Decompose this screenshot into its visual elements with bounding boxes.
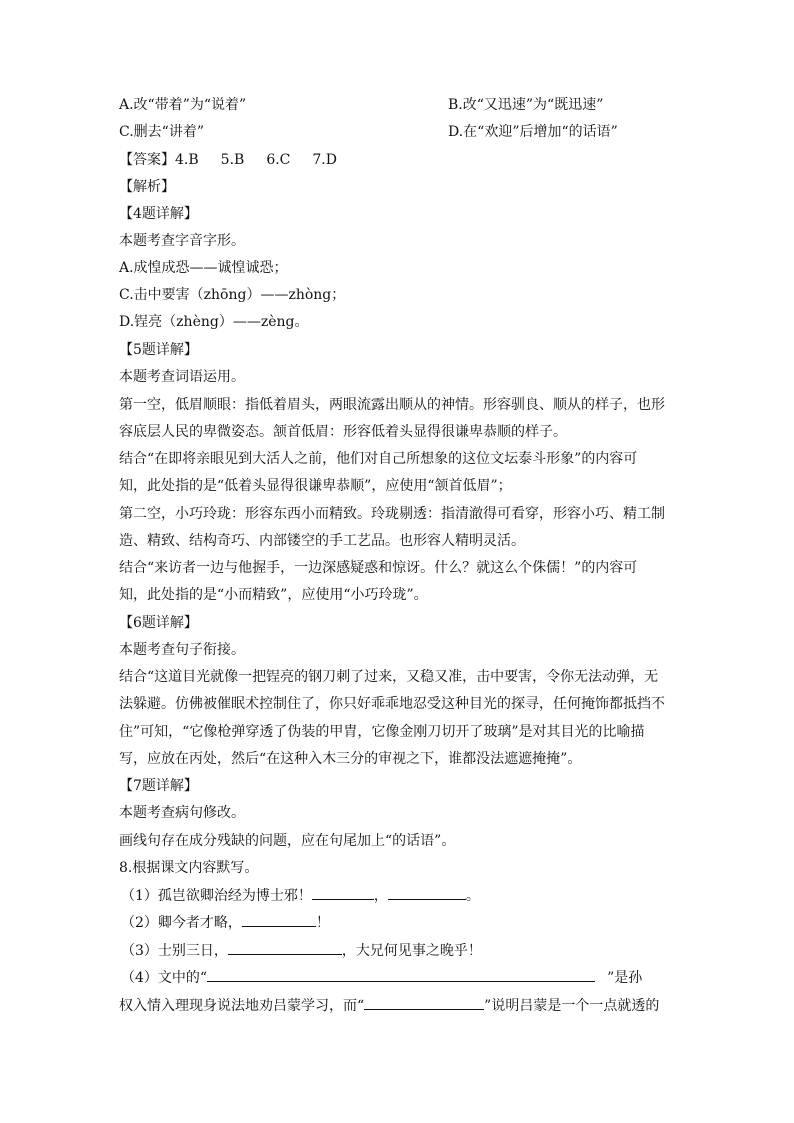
q5-line: 第一空，低眉顺眼：指低着眉头，两眼流露出顺从的神情。形容驯良、顺从的样子，也形 [119, 397, 665, 413]
answer-line [119, 150, 359, 170]
item-end: 。 [465, 888, 480, 904]
fill-blank[interactable] [388, 885, 466, 900]
item-number: （4） [121, 970, 158, 986]
item-text: 卿今者才略， [157, 915, 242, 931]
item-number: （1） [121, 888, 158, 904]
item-text: 士别三日， [157, 943, 228, 959]
q6-line: 住”可知，“它像枪弹穿透了伪装的甲胄，它像金刚刀切开了玻璃”是对其目光的比喻描 [119, 724, 645, 740]
answer-label: 【答案】 [119, 152, 175, 168]
answer-item: 6.C [266, 152, 291, 168]
q4-line: A.成惶成恐——诚惶诚恐； [119, 260, 288, 276]
q7-line: 画线句存在成分残缺的问题，应在句尾加上“的话语”。 [119, 833, 456, 849]
q5-heading: 【5题详解】 [119, 342, 198, 358]
answer-item: 4.B [175, 152, 199, 168]
item-end: ，大兄何见事之晚乎！ [341, 943, 482, 959]
item-number: （2） [121, 915, 158, 931]
q6-line: 法躲避。仿佛被催眠术控制住了，你只好乖乖地忍受这种目光的探寻，任何掩饰都抵挡不 [119, 696, 665, 712]
fill-blank[interactable] [242, 912, 316, 927]
q4-line: C.击中要害（zhōng）——zhòng； [119, 287, 346, 303]
option-d: D.在“欢迎”后增加“的话语” [448, 124, 618, 140]
q5-line: 容底层人民的卑微姿态。颔首低眉：形容低着头显得很谦卑恭顺的样子。 [119, 424, 567, 440]
q4-line: 本题考查字音字形。 [119, 233, 245, 249]
q8-item-1 [121, 885, 480, 906]
q5-line: 结合“来访者一边与他握手，一边深感疑惑和惊讶。什么？就这么个侏儒！”的内容可 [119, 560, 638, 576]
item-number: （3） [121, 943, 158, 959]
option-b: B.改“又迅速”为“既迅速” [448, 97, 604, 113]
q6-line: 结合“这道目光就像一把锃亮的钢刀刺了过来，又稳又准，击中要害，令你无法动弹，无 [119, 669, 659, 685]
q8-item-4-continued [119, 995, 659, 1016]
q5-line: 知，此处指的是“小而精致”，应使用“小巧玲珑”。 [119, 587, 428, 603]
q6-line: 本题考查句子衔接。 [119, 642, 245, 658]
analysis-label: 【解析】 [119, 179, 175, 195]
option-c: C.删去“讲着” [119, 124, 204, 140]
item-pre: 文中的“ [157, 970, 208, 986]
q5-line: 第二空，小巧玲珑：形容东西小而精致。玲珑剔透：指清澈得可看穿，形容小巧、精工制 [119, 506, 665, 522]
answer-item: 7.D [312, 152, 337, 168]
answer-item: 5.B [220, 152, 245, 168]
q5-line: 结合“在即将亲眼见到大活人之前，他们对自己所想象的这位文坛泰斗形象”的内容可 [119, 451, 638, 467]
q6-heading: 【6题详解】 [119, 615, 198, 631]
q4-heading: 【4题详解】 [119, 206, 198, 222]
q8-title: 8.根据课文内容默写。 [119, 860, 259, 876]
item-cont-post: ”说明吕蒙是一个一点就透的 [484, 998, 660, 1014]
q4-line: D.锃亮（zhèng）——zèng。 [119, 314, 309, 330]
fill-blank[interactable] [228, 940, 342, 955]
q8-item-4 [121, 967, 642, 988]
q8-item-2 [121, 912, 330, 933]
fill-blank[interactable] [364, 995, 484, 1010]
q5-line: 本题考查词语运用。 [119, 369, 245, 385]
item-end: ！ [315, 915, 330, 931]
item-post: ”是孙 [607, 970, 643, 986]
item-sep: ， [373, 888, 388, 904]
fill-blank[interactable] [312, 885, 374, 900]
q5-line: 知，此处指的是“低着头显得很谦卑恭顺”，应使用“颔首低眉”； [119, 478, 512, 494]
item-cont-pre: 权入情入理现身说法地劝吕蒙学习，而“ [119, 998, 365, 1014]
q5-line: 造、精致、结构奇巧、内部镂空的手工艺品。也形容人精明灵活。 [119, 533, 525, 549]
q8-item-3 [121, 940, 482, 961]
fill-blank[interactable] [207, 967, 595, 982]
option-a: A.改“带着”为“说着” [119, 97, 247, 113]
q7-line: 本题考查病句修改。 [119, 805, 245, 821]
q7-heading: 【7题详解】 [119, 778, 198, 794]
q6-line: 写，应放在丙处，然后“在这种入木三分的审视之下，谁都没法遮遮掩掩”。 [119, 751, 582, 767]
item-text: 孤岂欲卿治经为博士邪！ [157, 888, 312, 904]
